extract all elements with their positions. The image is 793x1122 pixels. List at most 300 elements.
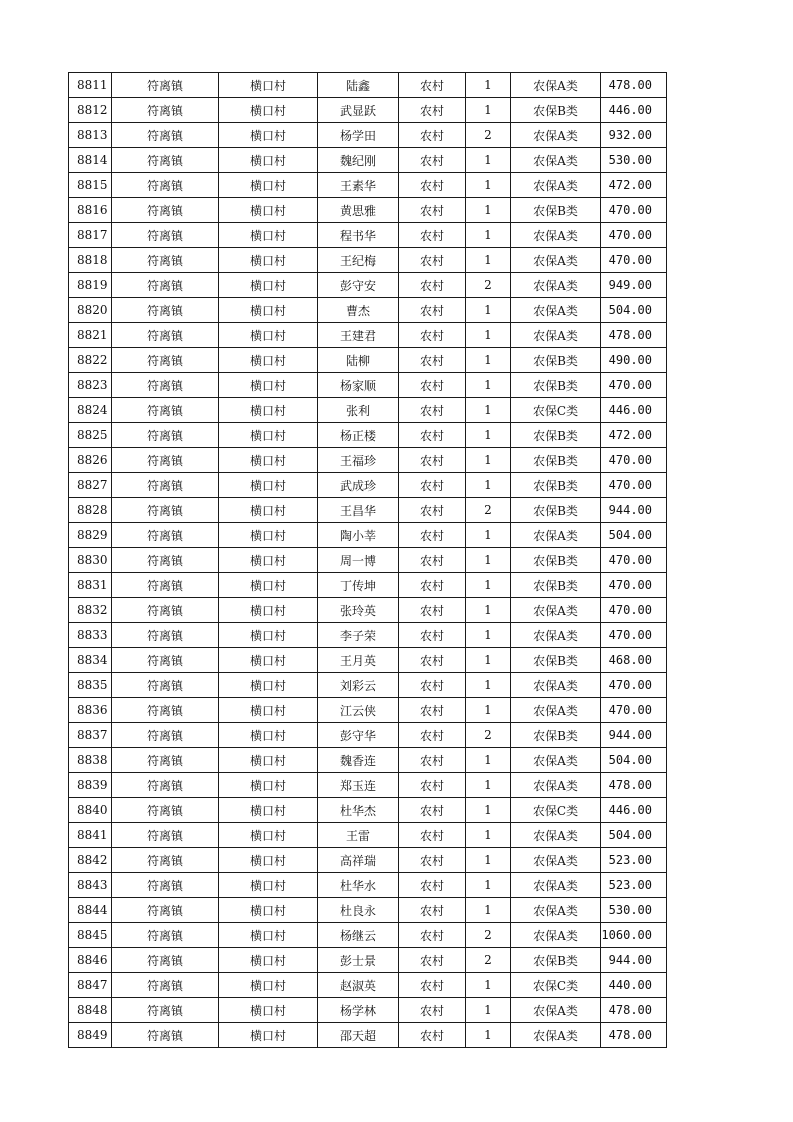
table-row	[69, 573, 667, 598]
amount-cell: 944.00	[601, 498, 667, 523]
village-cell: 横口村	[219, 298, 318, 323]
town-cell: 符离镇	[112, 73, 219, 98]
table-row	[69, 548, 667, 573]
insurance-class-cell: 农保A类	[511, 1023, 601, 1048]
table-row	[69, 648, 667, 673]
household-count-cell: 1	[466, 523, 511, 548]
household-count-cell: 1	[466, 973, 511, 998]
table-row	[69, 598, 667, 623]
household-count-cell: 1	[466, 198, 511, 223]
serial-cell: 8817	[69, 223, 112, 248]
serial-cell: 8840	[69, 798, 112, 823]
area-type-cell: 农村	[399, 173, 466, 198]
insurance-class-cell: 农保A类	[511, 123, 601, 148]
town-cell: 符离镇	[112, 773, 219, 798]
serial-cell: 8845	[69, 923, 112, 948]
insurance-class-cell: 农保B类	[511, 648, 601, 673]
household-count-cell: 1	[466, 323, 511, 348]
household-count-cell: 1	[466, 773, 511, 798]
table-row	[69, 498, 667, 523]
insurance-class-cell: 农保A类	[511, 523, 601, 548]
household-count-cell: 1	[466, 148, 511, 173]
household-count-cell: 1	[466, 298, 511, 323]
area-type-cell: 农村	[399, 148, 466, 173]
name-cell: 王昌华	[318, 498, 399, 523]
town-cell: 符离镇	[112, 948, 219, 973]
household-count-cell: 1	[466, 348, 511, 373]
insurance-class-cell: 农保A类	[511, 923, 601, 948]
village-cell: 横口村	[219, 573, 318, 598]
table-row	[69, 798, 667, 823]
table-row	[69, 423, 667, 448]
serial-cell: 8844	[69, 898, 112, 923]
town-cell: 符离镇	[112, 98, 219, 123]
area-type-cell: 农村	[399, 523, 466, 548]
insurance-class-cell: 农保C类	[511, 973, 601, 998]
town-cell: 符离镇	[112, 498, 219, 523]
area-type-cell: 农村	[399, 448, 466, 473]
insurance-class-cell: 农保B类	[511, 348, 601, 373]
town-cell: 符离镇	[112, 923, 219, 948]
amount-cell: 523.00	[601, 873, 667, 898]
household-count-cell: 2	[466, 948, 511, 973]
amount-cell: 470.00	[601, 623, 667, 648]
amount-cell: 523.00	[601, 848, 667, 873]
table-row	[69, 523, 667, 548]
town-cell: 符离镇	[112, 523, 219, 548]
name-cell: 武成珍	[318, 473, 399, 498]
household-count-cell: 1	[466, 398, 511, 423]
village-cell: 横口村	[219, 123, 318, 148]
table-row	[69, 298, 667, 323]
village-cell: 横口村	[219, 98, 318, 123]
household-count-cell: 1	[466, 248, 511, 273]
name-cell: 彭士景	[318, 948, 399, 973]
household-count-cell: 2	[466, 923, 511, 948]
amount-cell: 470.00	[601, 573, 667, 598]
area-type-cell: 农村	[399, 223, 466, 248]
insurance-class-cell: 农保B类	[511, 473, 601, 498]
insurance-class-cell: 农保A类	[511, 998, 601, 1023]
insurance-class-cell: 农保B类	[511, 573, 601, 598]
table-row	[69, 273, 667, 298]
household-count-cell: 1	[466, 823, 511, 848]
table-row	[69, 398, 667, 423]
name-cell: 杜华水	[318, 873, 399, 898]
name-cell: 周一博	[318, 548, 399, 573]
name-cell: 江云侠	[318, 698, 399, 723]
household-count-cell: 1	[466, 423, 511, 448]
town-cell: 符离镇	[112, 723, 219, 748]
area-type-cell: 农村	[399, 273, 466, 298]
village-cell: 横口村	[219, 873, 318, 898]
name-cell: 杨家顺	[318, 373, 399, 398]
town-cell: 符离镇	[112, 298, 219, 323]
town-cell: 符离镇	[112, 698, 219, 723]
household-count-cell: 1	[466, 548, 511, 573]
table-row	[69, 198, 667, 223]
serial-cell: 8832	[69, 598, 112, 623]
area-type-cell: 农村	[399, 848, 466, 873]
serial-cell: 8831	[69, 573, 112, 598]
table-row	[69, 998, 667, 1023]
roster-table	[68, 72, 667, 1048]
name-cell: 丁传坤	[318, 573, 399, 598]
area-type-cell: 农村	[399, 298, 466, 323]
serial-cell: 8815	[69, 173, 112, 198]
household-count-cell: 1	[466, 673, 511, 698]
town-cell: 符离镇	[112, 648, 219, 673]
village-cell: 横口村	[219, 73, 318, 98]
town-cell: 符离镇	[112, 248, 219, 273]
serial-cell: 8820	[69, 298, 112, 323]
table-row	[69, 323, 667, 348]
serial-cell: 8824	[69, 398, 112, 423]
insurance-class-cell: 农保A类	[511, 598, 601, 623]
town-cell: 符离镇	[112, 323, 219, 348]
table-row	[69, 948, 667, 973]
town-cell: 符离镇	[112, 173, 219, 198]
insurance-class-cell: 农保A类	[511, 248, 601, 273]
serial-cell: 8849	[69, 1023, 112, 1048]
amount-cell: 470.00	[601, 198, 667, 223]
area-type-cell: 农村	[399, 873, 466, 898]
table-row	[69, 248, 667, 273]
insurance-class-cell: 农保B类	[511, 548, 601, 573]
household-count-cell: 1	[466, 598, 511, 623]
amount-cell: 504.00	[601, 523, 667, 548]
insurance-class-cell: 农保A类	[511, 148, 601, 173]
area-type-cell: 农村	[399, 698, 466, 723]
area-type-cell: 农村	[399, 973, 466, 998]
insurance-class-cell: 农保A类	[511, 273, 601, 298]
name-cell: 高祥瑞	[318, 848, 399, 873]
household-count-cell: 1	[466, 798, 511, 823]
household-count-cell: 1	[466, 373, 511, 398]
village-cell: 横口村	[219, 373, 318, 398]
village-cell: 横口村	[219, 898, 318, 923]
name-cell: 王素华	[318, 173, 399, 198]
village-cell: 横口村	[219, 323, 318, 348]
household-count-cell: 2	[466, 498, 511, 523]
insurance-class-cell: 农保A类	[511, 623, 601, 648]
amount-cell: 446.00	[601, 398, 667, 423]
household-count-cell: 1	[466, 748, 511, 773]
name-cell: 杨学林	[318, 998, 399, 1023]
village-cell: 横口村	[219, 248, 318, 273]
amount-cell: 944.00	[601, 948, 667, 973]
amount-cell: 490.00	[601, 348, 667, 373]
household-count-cell: 1	[466, 473, 511, 498]
town-cell: 符离镇	[112, 623, 219, 648]
serial-cell: 8826	[69, 448, 112, 473]
serial-cell: 8823	[69, 373, 112, 398]
amount-cell: 949.00	[601, 273, 667, 298]
area-type-cell: 农村	[399, 623, 466, 648]
area-type-cell: 农村	[399, 773, 466, 798]
serial-cell: 8838	[69, 748, 112, 773]
area-type-cell: 农村	[399, 948, 466, 973]
village-cell: 横口村	[219, 448, 318, 473]
name-cell: 王雷	[318, 823, 399, 848]
table-row	[69, 748, 667, 773]
serial-cell: 8828	[69, 498, 112, 523]
serial-cell: 8843	[69, 873, 112, 898]
name-cell: 彭守安	[318, 273, 399, 298]
area-type-cell: 农村	[399, 723, 466, 748]
village-cell: 横口村	[219, 698, 318, 723]
insurance-class-cell: 农保B类	[511, 948, 601, 973]
amount-cell: 470.00	[601, 598, 667, 623]
amount-cell: 470.00	[601, 673, 667, 698]
amount-cell: 504.00	[601, 748, 667, 773]
insurance-class-cell: 农保A类	[511, 323, 601, 348]
amount-cell: 530.00	[601, 148, 667, 173]
household-count-cell: 1	[466, 623, 511, 648]
serial-cell: 8814	[69, 148, 112, 173]
name-cell: 王建君	[318, 323, 399, 348]
village-cell: 横口村	[219, 198, 318, 223]
insurance-class-cell: 农保A类	[511, 848, 601, 873]
insurance-class-cell: 农保C类	[511, 798, 601, 823]
serial-cell: 8841	[69, 823, 112, 848]
amount-cell: 470.00	[601, 473, 667, 498]
town-cell: 符离镇	[112, 673, 219, 698]
area-type-cell: 农村	[399, 498, 466, 523]
village-cell: 横口村	[219, 798, 318, 823]
area-type-cell: 农村	[399, 73, 466, 98]
serial-cell: 8835	[69, 673, 112, 698]
name-cell: 赵淑英	[318, 973, 399, 998]
table-row	[69, 823, 667, 848]
amount-cell: 932.00	[601, 123, 667, 148]
village-cell: 横口村	[219, 548, 318, 573]
amount-cell: 470.00	[601, 548, 667, 573]
table-row	[69, 173, 667, 198]
table-row	[69, 373, 667, 398]
amount-cell: 446.00	[601, 798, 667, 823]
table-row	[69, 698, 667, 723]
area-type-cell: 农村	[399, 573, 466, 598]
table-row	[69, 723, 667, 748]
household-count-cell: 1	[466, 223, 511, 248]
area-type-cell: 农村	[399, 998, 466, 1023]
town-cell: 符离镇	[112, 898, 219, 923]
table-row	[69, 873, 667, 898]
serial-cell: 8846	[69, 948, 112, 973]
name-cell: 郑玉连	[318, 773, 399, 798]
village-cell: 横口村	[219, 648, 318, 673]
serial-cell: 8821	[69, 323, 112, 348]
insurance-class-cell: 农保B类	[511, 498, 601, 523]
insurance-class-cell: 农保B类	[511, 448, 601, 473]
town-cell: 符离镇	[112, 548, 219, 573]
village-cell: 横口村	[219, 673, 318, 698]
area-type-cell: 农村	[399, 123, 466, 148]
area-type-cell: 农村	[399, 198, 466, 223]
amount-cell: 470.00	[601, 248, 667, 273]
insurance-class-cell: 农保B类	[511, 98, 601, 123]
town-cell: 符离镇	[112, 448, 219, 473]
household-count-cell: 1	[466, 648, 511, 673]
amount-cell: 478.00	[601, 998, 667, 1023]
insurance-class-cell: 农保A类	[511, 698, 601, 723]
name-cell: 魏香连	[318, 748, 399, 773]
name-cell: 曹杰	[318, 298, 399, 323]
area-type-cell: 农村	[399, 473, 466, 498]
village-cell: 横口村	[219, 773, 318, 798]
serial-cell: 8816	[69, 198, 112, 223]
area-type-cell: 农村	[399, 98, 466, 123]
amount-cell: 504.00	[601, 298, 667, 323]
household-count-cell: 1	[466, 73, 511, 98]
village-cell: 横口村	[219, 998, 318, 1023]
town-cell: 符离镇	[112, 598, 219, 623]
household-count-cell: 2	[466, 123, 511, 148]
table-row	[69, 148, 667, 173]
town-cell: 符离镇	[112, 273, 219, 298]
amount-cell: 440.00	[601, 973, 667, 998]
village-cell: 横口村	[219, 348, 318, 373]
insurance-class-cell: 农保A类	[511, 748, 601, 773]
town-cell: 符离镇	[112, 423, 219, 448]
serial-cell: 8830	[69, 548, 112, 573]
village-cell: 横口村	[219, 523, 318, 548]
village-cell: 横口村	[219, 223, 318, 248]
amount-cell: 530.00	[601, 898, 667, 923]
table-row	[69, 223, 667, 248]
amount-cell: 478.00	[601, 773, 667, 798]
amount-cell: 470.00	[601, 223, 667, 248]
household-count-cell: 1	[466, 848, 511, 873]
area-type-cell: 农村	[399, 548, 466, 573]
amount-cell: 470.00	[601, 448, 667, 473]
name-cell: 杨学田	[318, 123, 399, 148]
town-cell: 符离镇	[112, 823, 219, 848]
amount-cell: 478.00	[601, 323, 667, 348]
name-cell: 陶小莘	[318, 523, 399, 548]
village-cell: 横口村	[219, 1023, 318, 1048]
name-cell: 杨正楼	[318, 423, 399, 448]
area-type-cell: 农村	[399, 673, 466, 698]
household-count-cell: 1	[466, 173, 511, 198]
serial-cell: 8822	[69, 348, 112, 373]
amount-cell: 478.00	[601, 1023, 667, 1048]
serial-cell: 8842	[69, 848, 112, 873]
name-cell: 邵天超	[318, 1023, 399, 1048]
village-cell: 横口村	[219, 173, 318, 198]
table-row	[69, 123, 667, 148]
insurance-class-cell: 农保A类	[511, 898, 601, 923]
table-row	[69, 923, 667, 948]
household-count-cell: 2	[466, 723, 511, 748]
area-type-cell: 农村	[399, 923, 466, 948]
serial-cell: 8811	[69, 73, 112, 98]
table-body	[69, 73, 667, 1048]
serial-cell: 8818	[69, 248, 112, 273]
area-type-cell: 农村	[399, 373, 466, 398]
area-type-cell: 农村	[399, 823, 466, 848]
town-cell: 符离镇	[112, 148, 219, 173]
area-type-cell: 农村	[399, 423, 466, 448]
insurance-class-cell: 农保B类	[511, 198, 601, 223]
serial-cell: 8829	[69, 523, 112, 548]
serial-cell: 8834	[69, 648, 112, 673]
name-cell: 张利	[318, 398, 399, 423]
name-cell: 张玲英	[318, 598, 399, 623]
village-cell: 横口村	[219, 973, 318, 998]
name-cell: 杨继云	[318, 923, 399, 948]
name-cell: 彭守华	[318, 723, 399, 748]
insurance-class-cell: 农保A类	[511, 823, 601, 848]
amount-cell: 472.00	[601, 423, 667, 448]
amount-cell: 944.00	[601, 723, 667, 748]
table-row	[69, 773, 667, 798]
insurance-class-cell: 农保A类	[511, 773, 601, 798]
name-cell: 杜良永	[318, 898, 399, 923]
household-count-cell: 1	[466, 448, 511, 473]
area-type-cell: 农村	[399, 248, 466, 273]
village-cell: 横口村	[219, 398, 318, 423]
village-cell: 横口村	[219, 623, 318, 648]
table-row	[69, 973, 667, 998]
household-count-cell: 1	[466, 573, 511, 598]
insurance-class-cell: 农保A类	[511, 298, 601, 323]
town-cell: 符离镇	[112, 873, 219, 898]
town-cell: 符离镇	[112, 848, 219, 873]
name-cell: 王福珍	[318, 448, 399, 473]
table-row	[69, 623, 667, 648]
household-count-cell: 1	[466, 873, 511, 898]
table-row	[69, 898, 667, 923]
town-cell: 符离镇	[112, 398, 219, 423]
name-cell: 陆柳	[318, 348, 399, 373]
table-row	[69, 98, 667, 123]
area-type-cell: 农村	[399, 1023, 466, 1048]
amount-cell: 1060.00	[601, 923, 667, 948]
amount-cell: 472.00	[601, 173, 667, 198]
town-cell: 符离镇	[112, 348, 219, 373]
serial-cell: 8813	[69, 123, 112, 148]
insurance-class-cell: 农保A类	[511, 173, 601, 198]
serial-cell: 8812	[69, 98, 112, 123]
serial-cell: 8833	[69, 623, 112, 648]
household-count-cell: 1	[466, 698, 511, 723]
name-cell: 杜华杰	[318, 798, 399, 823]
area-type-cell: 农村	[399, 598, 466, 623]
town-cell: 符离镇	[112, 473, 219, 498]
amount-cell: 470.00	[601, 698, 667, 723]
village-cell: 横口村	[219, 848, 318, 873]
village-cell: 横口村	[219, 923, 318, 948]
village-cell: 横口村	[219, 598, 318, 623]
insurance-class-cell: 农保A类	[511, 673, 601, 698]
serial-cell: 8839	[69, 773, 112, 798]
amount-cell: 468.00	[601, 648, 667, 673]
name-cell: 王月英	[318, 648, 399, 673]
area-type-cell: 农村	[399, 323, 466, 348]
amount-cell: 478.00	[601, 73, 667, 98]
insurance-class-cell: 农保B类	[511, 723, 601, 748]
town-cell: 符离镇	[112, 573, 219, 598]
area-type-cell: 农村	[399, 648, 466, 673]
village-cell: 横口村	[219, 948, 318, 973]
household-count-cell: 1	[466, 1023, 511, 1048]
area-type-cell: 农村	[399, 348, 466, 373]
table-row	[69, 348, 667, 373]
serial-cell: 8825	[69, 423, 112, 448]
name-cell: 黄思雅	[318, 198, 399, 223]
